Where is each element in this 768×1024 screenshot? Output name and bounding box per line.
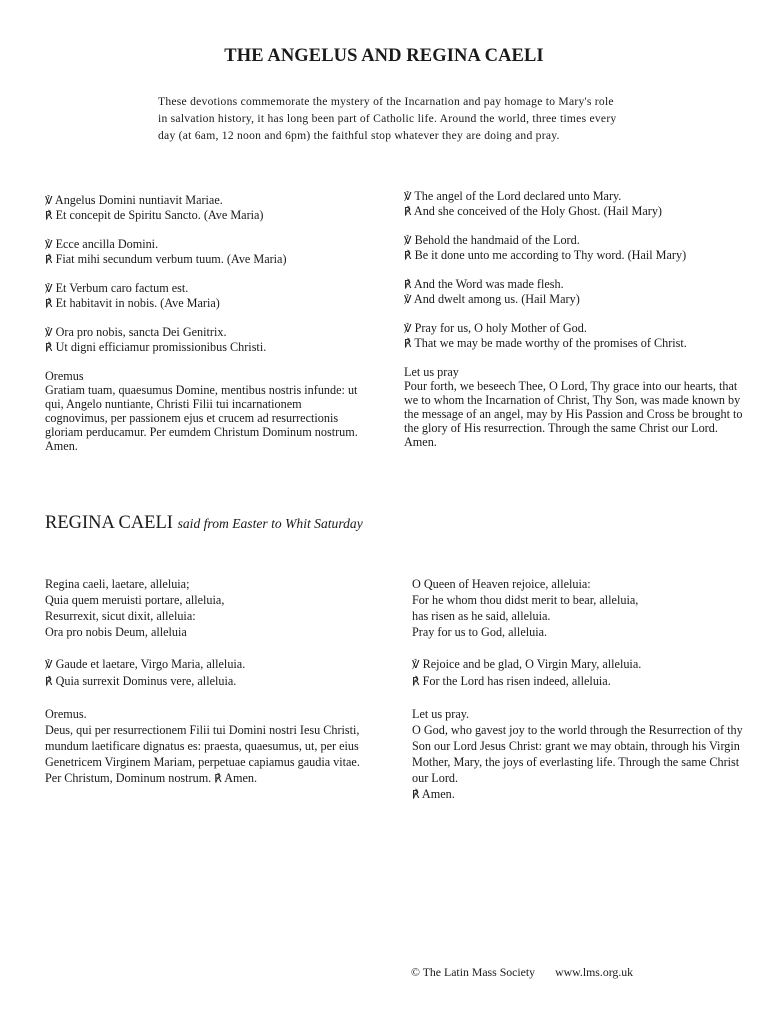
response-icon: ℟ [404,205,412,218]
versicle-icon: ℣ [404,190,412,203]
regina-caeli-heading [45,513,363,534]
regina-latin-prayer: Deus, qui per resurrectionem Filii tui Domini nostri Iesu Christi, mundum laetificare dignatus es: praesta, quaesumus, ut, per eius Genetricem Virginem Mariam, perpetuae capiamus gaudia vitae. Per Christum, Dominum nostrum. ℟ Amen. [45,723,360,785]
regina-english-line-4: Pray for us to God, alleluia. [412,625,548,639]
angelus-latin-response-1: ℟ Et concepit de Spiritu Sancto. (Ave Maria) [45,208,264,222]
regina-latin-versicle: ℣ Gaude et laetare, Virgo Maria, alleluia. [45,657,246,671]
angelus-english-response-2: ℟ Be it done unto me according to Thy word. (Hail Mary) [404,248,687,262]
regina-english-line-1: O Queen of Heaven rejoice, alleluia: [412,577,591,591]
angelus-latin-prayer-heading: Oremus [45,369,84,383]
regina-english-line-2: For he whom thou didst merit to bear, alleluia, [412,593,639,607]
regina-latin-line-4: Ora pro nobis Deum, alleluia [45,625,187,639]
footer-website: www.lms.org.uk [555,965,634,979]
regina-english-amen: ℟ Amen. [412,787,455,801]
angelus-english-versicle-1: ℣ The angel of the Lord declared unto Mary. [404,189,622,203]
versicle-icon: ℣ [45,194,53,207]
angelus-latin-response-2: ℟ Fiat mihi secundum verbum tuum. (Ave Maria) [45,252,287,266]
versicle-icon: ℣ [45,658,53,671]
versicle-icon: ℣ [404,293,412,306]
angelus-english-response-3: ℟ And the Word was made flesh. [404,277,564,291]
angelus-english-response-1: ℟ And she conceived of the Holy Ghost. (Hail Mary) [404,204,662,218]
response-icon: ℟ [45,341,53,354]
regina-english-prayer-heading: Let us pray. [412,707,470,721]
response-icon: ℟ [45,253,53,266]
angelus-latin-versicle-4: ℣ Ora pro nobis, sancta Dei Genitrix. [45,325,227,339]
footer [411,965,633,980]
regina-latin-line-1: Regina caeli, laetare, alleluia; [45,577,190,591]
angelus-latin-response-3: ℟ Et habitavit in nobis. (Ave Maria) [45,296,220,310]
regina-caeli-title: REGINA CAELI [45,513,173,533]
regina-latin-column [45,576,375,787]
response-icon: ℟ [404,337,412,350]
response-icon: ℟ [214,772,222,785]
response-icon: ℟ [412,675,420,688]
regina-english-line-3: has risen as he said, alleluia. [412,609,551,623]
angelus-latin-column [45,193,365,453]
versicle-icon: ℣ [412,658,420,671]
regina-english-versicle: ℣ Rejoice and be glad, O Virgin Mary, alleluia. [412,657,642,671]
angelus-english-versicle-3: ℣ And dwelt among us. (Hail Mary) [404,292,580,306]
response-icon: ℟ [404,249,412,262]
angelus-english-versicle-2: ℣ Behold the handmaid of the Lord. [404,233,580,247]
response-icon: ℟ [45,675,53,688]
versicle-icon: ℣ [45,282,53,295]
angelus-english-column [404,189,749,449]
regina-latin-line-2: Quia quem meruisti portare, alleluia, [45,593,225,607]
response-icon: ℟ [45,297,53,310]
page-title: THE ANGELUS AND REGINA CAELI [224,46,544,66]
intro-paragraph: These devotions commemorate the mystery of the Incarnation and pay homage to Mary's role in salvation history, it has long been part of Catholic life. Around the world, three times every day (at 6am, 12 noon and 6pm) the faithful stop whatever they are doing and pray. [158,95,617,142]
angelus-latin-versicle-1: ℣ Angelus Domini nuntiavit Mariae. [45,193,223,207]
angelus-english-prayer-heading: Let us pray [404,365,459,379]
regina-caeli-subtitle: said from Easter to Whit Saturday [177,516,363,531]
footer-copyright: © The Latin Mass Society [411,965,536,979]
angelus-english-response-4: ℟ That we may be made worthy of the promises of Christ. [404,336,687,350]
angelus-english-prayer: Pour forth, we beseech Thee, O Lord, Thy grace into our hearts, that we to whom the Incarnation of Christ, Thy Son, was made known by the message of an angel, may by His Passion and Cross be brought to the glory of His resurrection. Through the same Christ our Lord. Amen. [404,379,743,449]
response-icon: ℟ [45,209,53,222]
versicle-icon: ℣ [45,326,53,339]
regina-english-prayer: O God, who gavest joy to the world through the Resurrection of thy Son our Lord Jesus Christ: grant we may obtain, through his Virgin Mother, Mary, the joys of everlasting life. Through the same Christ our Lord. [412,723,743,785]
angelus-latin-versicle-2: ℣ Ecce ancilla Domini. [45,237,159,251]
angelus-english-versicle-4: ℣ Pray for us, O holy Mother of God. [404,321,587,335]
regina-latin-line-3: Resurrexit, sicut dixit, alleluia: [45,609,196,623]
angelus-latin-prayer: Gratiam tuam, quaesumus Domine, mentibus nostris infunde: ut qui, Angelo nuntiante, Christi Filii tui incarnationem cognovimus, per passionem ejus et crucem ad resurrectionis gloriam perducamur. Per eumdem Christum Dominum nostrum. Amen. [45,383,358,453]
angelus-latin-response-4: ℟ Ut digni efficiamur promissionibus Christi. [45,340,267,354]
regina-latin-prayer-heading: Oremus. [45,707,87,721]
regina-english-response: ℟ For the Lord has risen indeed, alleluia. [412,674,611,688]
angelus-latin-versicle-3: ℣ Et Verbum caro factum est. [45,281,189,295]
response-icon: ℟ [404,278,412,291]
versicle-icon: ℣ [45,238,53,251]
versicle-icon: ℣ [404,234,412,247]
regina-latin-response: ℟ Quia surrexit Dominus vere, alleluia. [45,674,237,688]
versicle-icon: ℣ [404,322,412,335]
regina-english-column [412,576,747,803]
response-icon: ℟ [412,788,420,801]
